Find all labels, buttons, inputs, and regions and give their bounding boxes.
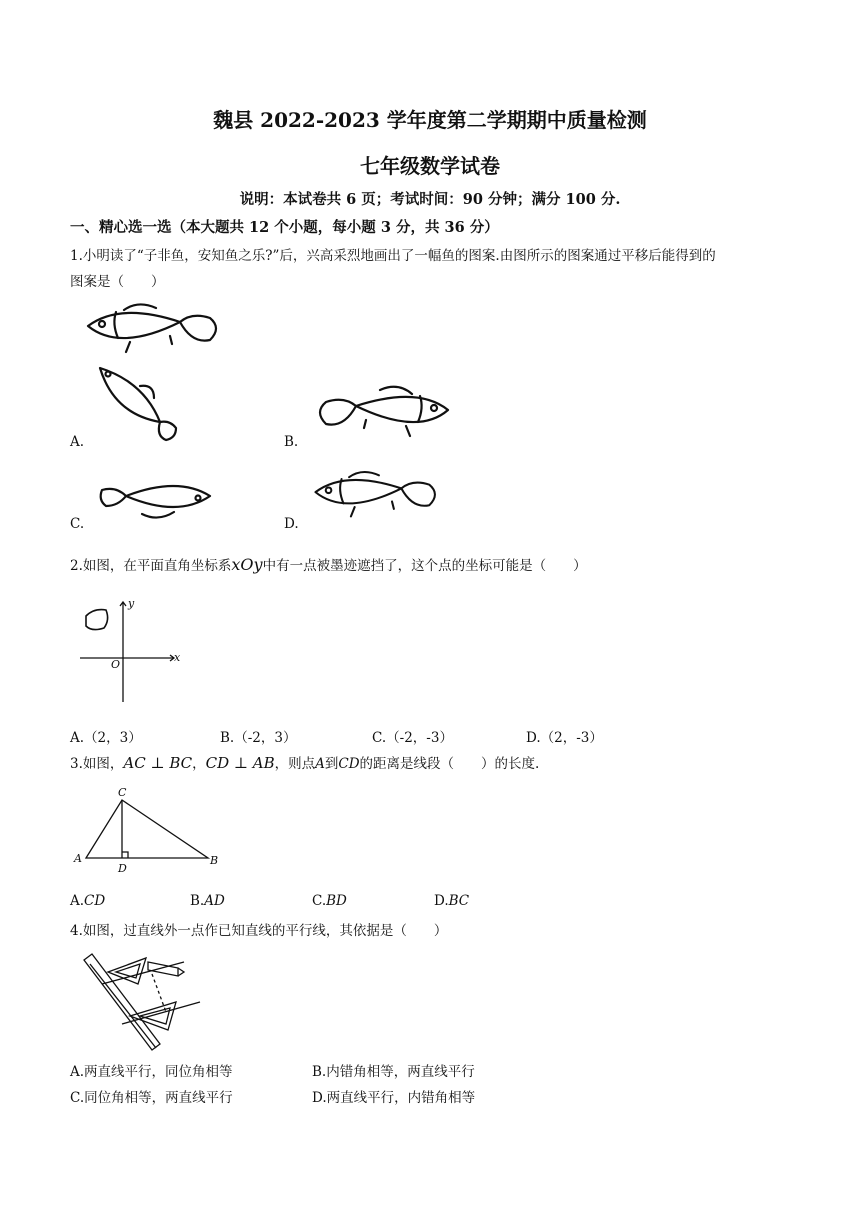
q3-option-a[interactable] (70, 893, 105, 909)
q3-stem-mid: ，则点 (274, 756, 316, 772)
section-heading: 一、精心选一选（本大题共 12 个小题，每小题 3 分，共 36 分） (70, 219, 499, 236)
q3-option-c-value: BD (326, 893, 347, 909)
q1-option-c-label[interactable]: C. (70, 516, 85, 532)
q3-line-cd: CD (338, 756, 360, 772)
q3-option-d[interactable] (434, 893, 469, 909)
q3-option-c[interactable] (312, 893, 347, 909)
exam-instructions: 说明：本试卷共 6 页；考试时间：90 分钟；满分 100 分. (239, 191, 621, 208)
q3-option-c-letter: C. (312, 893, 327, 909)
q1-stem-line1: 1.小明读了“子非鱼，安知鱼之乐?”后，兴高采烈地画出了一幅鱼的图案.由图所示的图案通过平移后能得到的 (70, 248, 716, 264)
q3-label-b: B (210, 854, 219, 867)
q4-stem: 4.如图，过直线外一点作已知直线的平行线，其依据是（ ） (70, 923, 448, 939)
q3-label-a: A (74, 852, 82, 865)
q1-original-fish-figure (80, 296, 230, 360)
q2-y-axis-label: y (128, 597, 135, 610)
q1-option-b-fish (308, 380, 458, 444)
q1-option-d-label[interactable]: D. (284, 516, 299, 532)
q3-option-b-letter: B. (190, 893, 205, 909)
q4-option-a[interactable]: A.两直线平行，同位角相等 (70, 1064, 233, 1080)
q4-set-square-figure (82, 952, 212, 1052)
q4-option-c[interactable]: C.同位角相等，两直线平行 (70, 1090, 233, 1106)
q2-x-axis-label: x (174, 651, 181, 664)
q2-stem-suffix: 中有一点被墨迹遮挡了，这个点的坐标可能是（ ） (262, 558, 587, 574)
q2-coordinate-figure (78, 600, 188, 706)
exam-subtitle: 七年级数学试卷 (360, 154, 500, 178)
q3-option-b-value: AD (204, 893, 225, 909)
q2-stem-prefix: 2.如图，在平面直角坐标系 (70, 558, 232, 574)
q4-option-b[interactable]: B.内错角相等，两直线平行 (312, 1064, 475, 1080)
q3-label-d: D (118, 862, 127, 875)
q2-coordinate-system: xOy (231, 555, 263, 574)
q3-triangle-figure (84, 794, 214, 864)
q1-option-a-fish (94, 362, 184, 442)
q1-option-a-label[interactable]: A. (70, 434, 85, 450)
q2-origin-label: O (111, 658, 121, 671)
q2-stem (70, 554, 587, 574)
q3-stem (70, 752, 539, 772)
q1-stem-line2: 图案是（ ） (70, 274, 165, 290)
q2-option-b[interactable]: B.（-2，3） (220, 730, 297, 746)
q3-option-a-value: CD (84, 893, 106, 909)
q2-option-a[interactable]: A.（2，3） (70, 730, 142, 746)
q3-option-b[interactable] (190, 893, 225, 909)
q2-option-c[interactable]: C.（-2，-3） (372, 730, 453, 746)
q3-label-c: C (118, 786, 127, 799)
q2-option-d[interactable]: D.（2，-3） (526, 730, 603, 746)
q3-stem-prefix: 3.如图， (70, 756, 124, 772)
q1-option-c-fish (98, 474, 218, 528)
q3-point-a: A (315, 756, 325, 772)
q2-ink-blot (86, 610, 108, 630)
q3-stem-to: 到 (324, 756, 339, 772)
q3-option-d-letter: D. (434, 893, 449, 909)
q3-condition-2: CD ⊥ AB (205, 754, 275, 772)
q1-option-b-label[interactable]: B. (284, 434, 299, 450)
q4-option-d[interactable]: D.两直线平行，内错角相等 (312, 1090, 476, 1106)
exam-title: 魏县 2022-2023 学年度第二学期期中质量检测 (213, 108, 647, 132)
q3-condition-1: AC ⊥ BC (123, 754, 193, 772)
q1-option-d-fish (308, 464, 448, 524)
q3-option-a-letter: A. (70, 893, 85, 909)
q3-separator: ， (192, 756, 206, 772)
q3-option-d-value: BC (448, 893, 470, 909)
q3-stem-suffix: 的距离是线段（ ）的长度. (359, 756, 540, 772)
